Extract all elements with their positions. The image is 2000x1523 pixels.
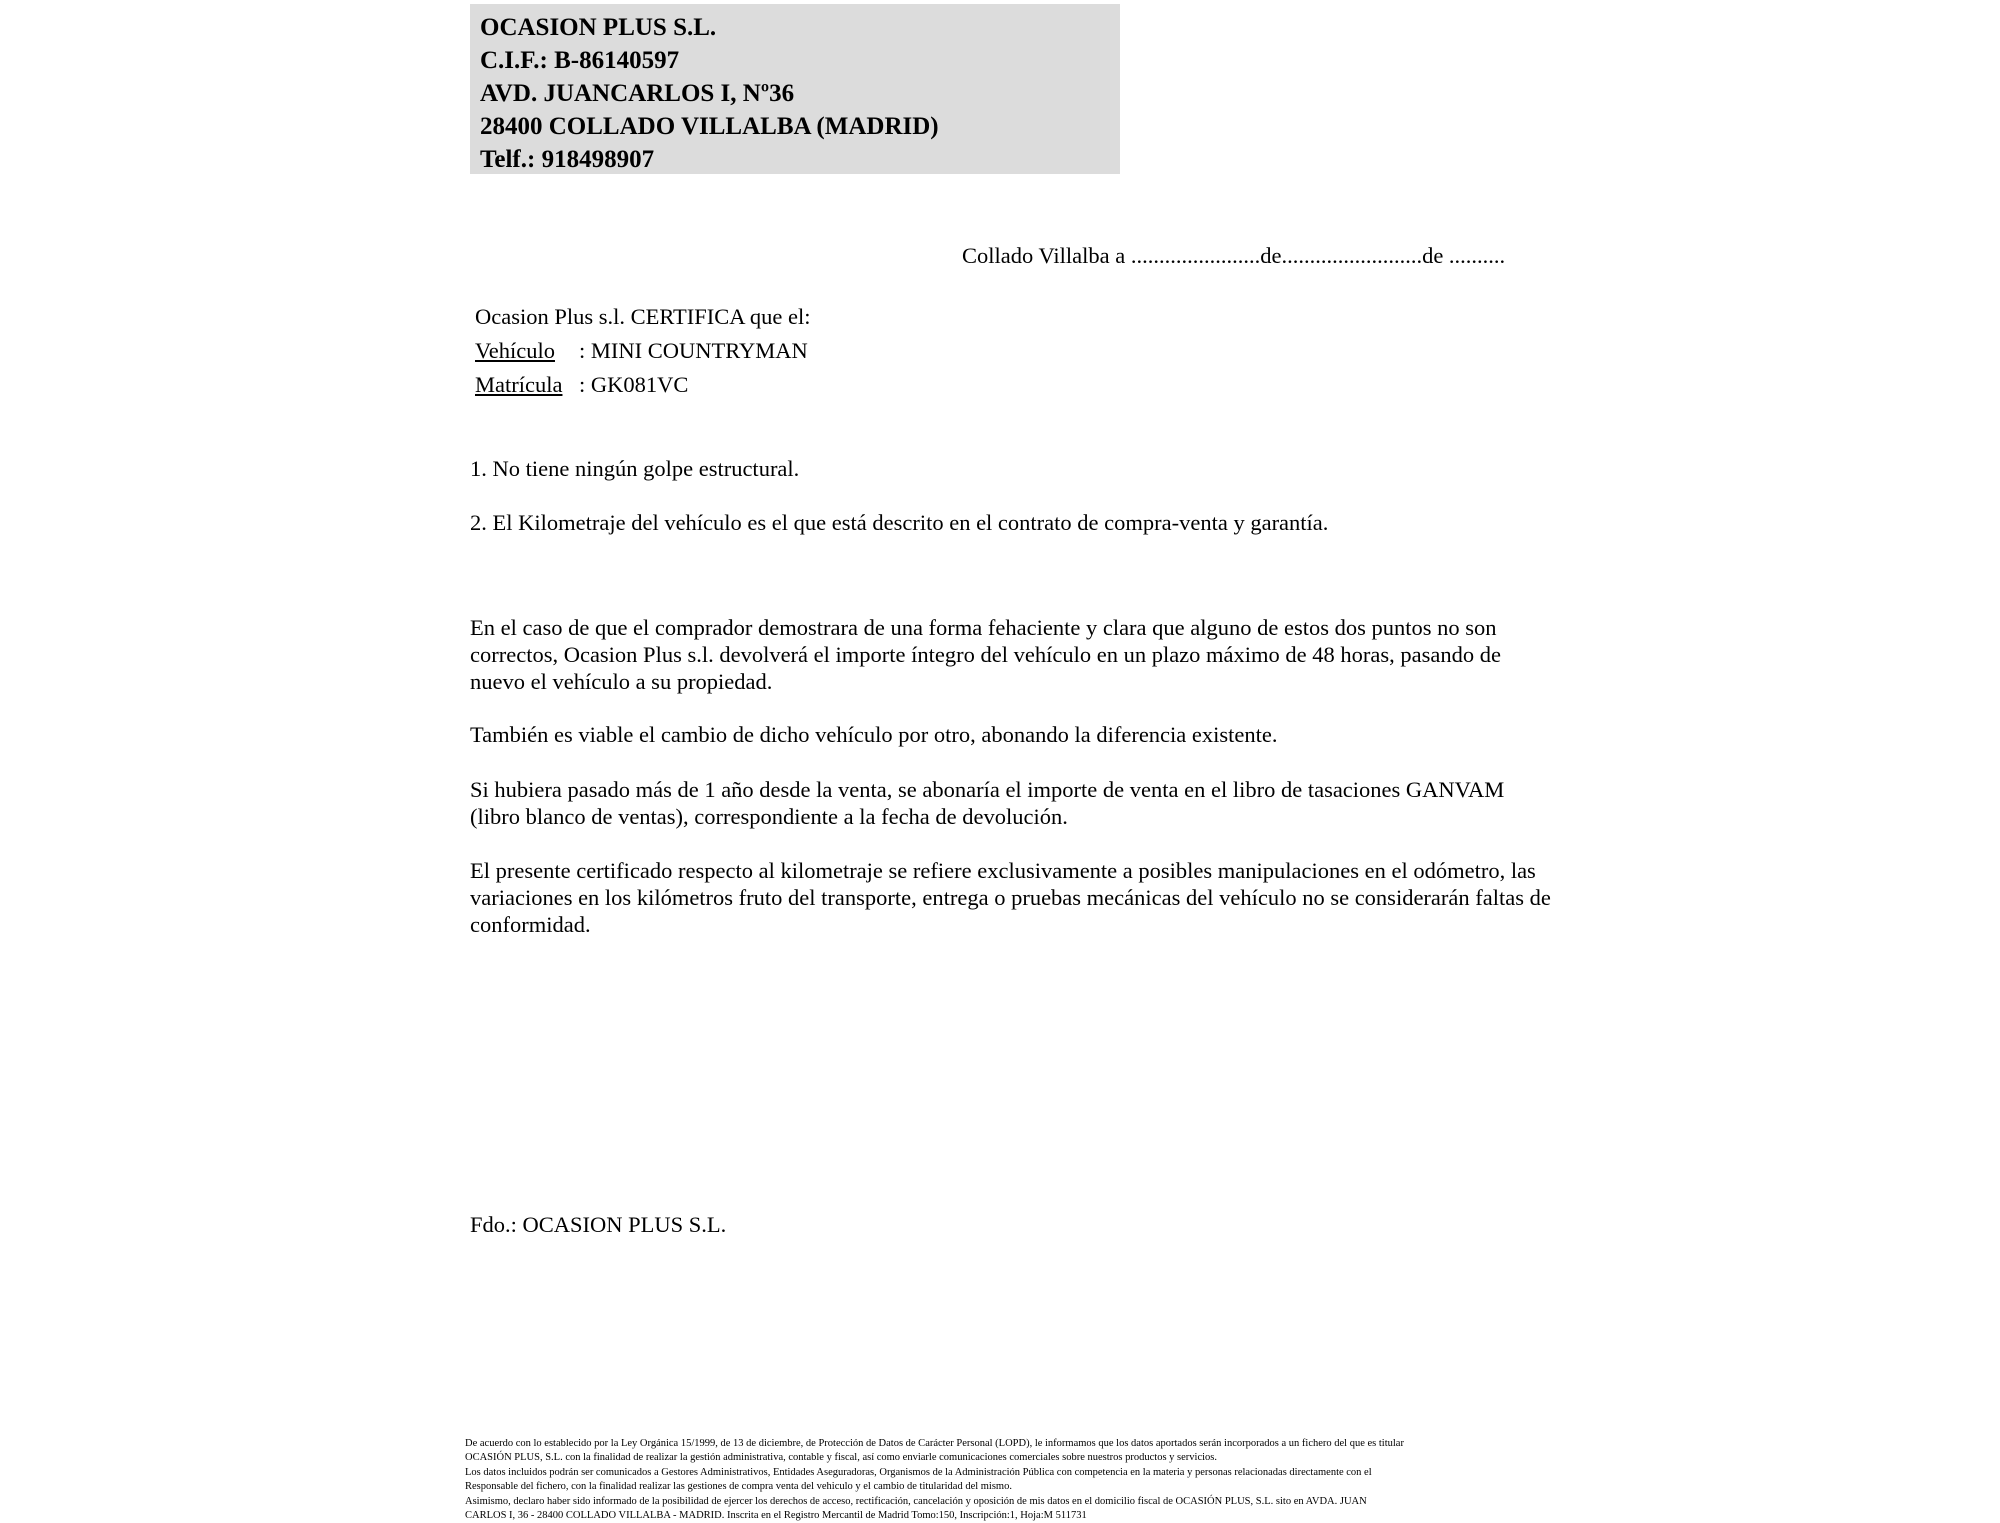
plate-field-label: Matrícula [475, 372, 563, 397]
paragraph-odometer-disclaimer: El presente certificado respecto al kilometraje se refiere exclusivamente a posibles manipulaciones en el odómetro, las variaciones en los kilómetros fruto del transporte, entrega o pruebas mecánicas del vehículo no se considerarán faltas de conformidad. [470, 858, 1551, 937]
paragraph-refund-policy: En el caso de que el comprador demostrara de una forma fehaciente y clara que alguno de estos dos puntos no son correctos, Ocasion Plus s.l. devolverá el importe íntegro del vehículo en un plazo máximo de 48 horas, pasando de nuevo el vehículo a su propiedad. [470, 615, 1501, 694]
vehicle-field [475, 334, 811, 368]
legal-footer-line: De acuerdo con lo establecido por la Ley Orgánica 15/1999, de 13 de diciembre, de Protección de Datos de Carácter Personal (LOPD), le informamos que los datos aportados serán incorporados a un fichero del que es titular [465, 1438, 1404, 1449]
letterhead-cif: C.I.F.: B-86140597 [480, 47, 680, 74]
condition-item-2: 2. El Kilometraje del vehículo es el que está descrito en el contrato de compra-venta y garantía. [470, 510, 1329, 535]
legal-footer-line: CARLOS I, 36 - 28400 COLLADO VILLALBA - MADRID. Inscrita en el Registro Mercantil de Madrid Tomo:150, Inscripción:1, Hoja:M 511731 [465, 1510, 1087, 1522]
vehicle-field-value: : MINI COUNTRYMAN [579, 338, 808, 363]
legal-footer-line: Responsable del fichero, con la finalidad realizar las gestiones de compra venta del vehiculo y el cambio de titularidad del mismo. [465, 1481, 1012, 1493]
plate-field-value: : GK081VC [579, 372, 689, 397]
certify-section [475, 300, 811, 402]
paragraph-exchange-option: También es viable el cambio de dicho vehículo por otro, abonando la diferencia existente. [470, 722, 1278, 747]
legal-footer-line: Los datos incluidos podrán ser comunicados a Gestores Administrativos, Entidades Aseguradoras, Organismos de la Administración Pública con competencia en la materia y personas relacionadas directamente con el [465, 1466, 1372, 1478]
plate-field [475, 368, 811, 402]
letterhead-address: AVD. JUANCARLOS I, Nº36 [480, 80, 795, 107]
signature-line: Fdo.: OCASION PLUS S.L. [470, 1212, 727, 1237]
date-line: Collado Villalba a .......................de.........................de .......... [962, 243, 1506, 268]
letterhead-phone: Telf.: 918498907 [480, 146, 655, 173]
certify-intro: Ocasion Plus s.l. CERTIFICA que el: [475, 304, 811, 329]
legal-footer-line: Asimismo, declaro haber sido informado de la posibilidad de ejercer los derechos de acceso, rectificación, cancelación y oposición de mis datos en el domicilio fiscal de OCASIÓN PLUS, S.L. sito en AVDA. JUAN [465, 1495, 1367, 1507]
letterhead-company-name: OCASION PLUS S.L. [480, 14, 717, 41]
condition-item-1: 1. No tiene ningún golpe estructural. [470, 456, 800, 481]
vehicle-field-label: Vehículo [475, 338, 555, 363]
legal-footer-line: OCASIÓN PLUS, S.L. con la finalidad de realizar la gestión administrativa, contable y fiscal, así como enviarle comunicaciones comerciales sobre nuestros productos y servicios. [465, 1452, 1217, 1464]
letterhead-block [470, 4, 1120, 174]
paragraph-ganvam-valuation: Si hubiera pasado más de 1 año desde la venta, se abonaría el importe de venta en el libro de tasaciones GANVAM (libro blanco de ventas), correspondiente a la fecha de devolución. [470, 777, 1505, 829]
legal-footer [465, 1437, 1404, 1523]
letterhead-city: 28400 COLLADO VILLALBA (MADRID) [480, 113, 939, 140]
